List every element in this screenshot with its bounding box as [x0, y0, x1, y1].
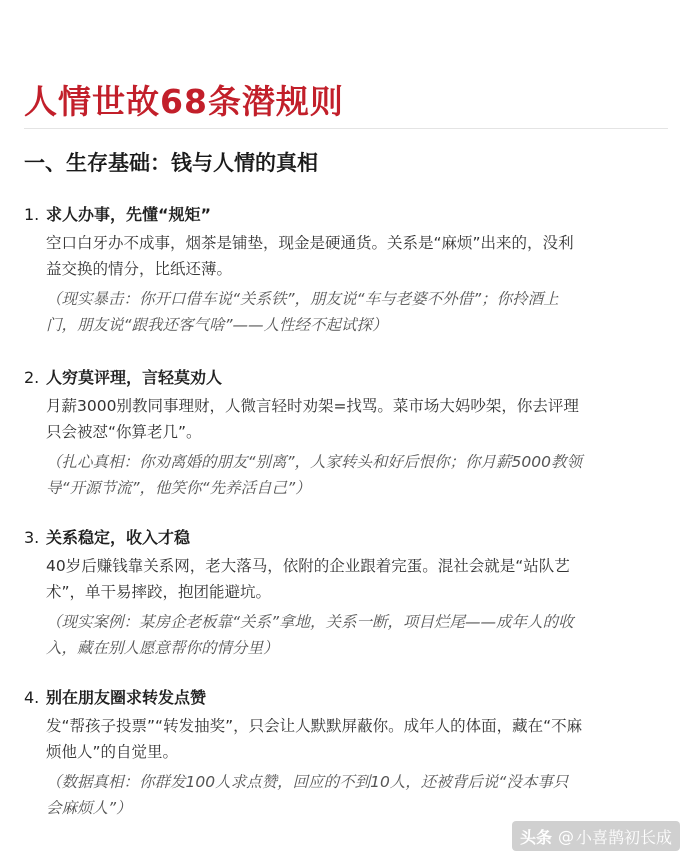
item-number: 4. [24, 688, 40, 707]
body-line: 益交换的情分，比纸还薄。 [46, 260, 233, 278]
item-title [24, 686, 664, 710]
item-note [46, 449, 664, 501]
body-line: 烦他人”的自觉里。 [46, 743, 179, 761]
item-heading: 人穷莫评理，言轻莫劝人 [46, 368, 223, 387]
item-note [46, 769, 664, 821]
item-body [46, 553, 664, 605]
note-line: 导“开源节流”，他笑你“先养活自己”） [46, 479, 311, 497]
list-item [24, 526, 664, 661]
body-line: 空口白牙办不成事，烟茶是铺垫，现金是硬通货。关系是“麻烦”出来的，没利 [46, 234, 574, 252]
source-watermark [512, 821, 680, 851]
body-line: 只会被怼“你算老几”。 [46, 423, 202, 441]
item-title [24, 366, 664, 390]
body-line: 发“帮孩子投票”“转发抽奖”，只会让人默默屏蔽你。成年人的体面，藏在“不麻 [46, 717, 583, 735]
item-number: 2. [24, 368, 40, 387]
note-line: （扎心真相：你劝离婚的朋友“别离”，人家转头和好后恨你；你月薪5000教领 [46, 453, 583, 471]
item-heading: 别在朋友圈求转发点赞 [46, 688, 207, 707]
list-item [24, 203, 664, 338]
title-divider [24, 128, 668, 129]
note-line: （现实案例：某房企老板靠“关系”拿地，关系一断，项目烂尾——成年人的收 [46, 613, 574, 631]
note-line: 会麻烦人”） [46, 799, 132, 817]
note-line: （现实暴击：你开口借车说“关系铁”，朋友说“车与老婆不外借”；你拎酒上 [46, 290, 559, 308]
author-name: 小喜鹊初长成 [575, 827, 672, 847]
item-title [24, 526, 664, 550]
item-title [24, 203, 664, 227]
item-heading: 求人办事，先懂“规矩” [46, 205, 212, 224]
item-body [46, 393, 664, 445]
note-line: 入，藏在别人愿意帮你的情分里） [46, 639, 279, 657]
at-symbol: @ [557, 826, 574, 846]
item-note [46, 609, 664, 661]
list-item [24, 686, 664, 821]
item-number: 1. [24, 205, 40, 224]
item-body [46, 713, 664, 765]
note-line: （数据真相：你群发100人求点赞，回应的不到10人，还被背后说“没本事只 [46, 773, 569, 791]
platform-logo: 头条 [519, 827, 552, 847]
body-line: 40岁后赚钱靠关系网，老大落马，依附的企业跟着完蛋。混社会就是“站队艺 [46, 557, 570, 575]
item-body [46, 230, 664, 282]
section-heading: 一、生存基础：钱与人情的真相 [24, 151, 318, 175]
list-item [24, 366, 664, 501]
item-number: 3. [24, 528, 40, 547]
item-heading: 关系稳定，收入才稳 [46, 528, 191, 547]
body-line: 月薪3000别教同事理财，人微言轻时劝架=找骂。菜市场大妈吵架，你去评理 [46, 397, 579, 415]
note-line: 门，朋友说“跟我还客气啥”——人性经不起试探） [46, 316, 388, 334]
page-title: 人情世故68条潜规则 [24, 82, 344, 121]
body-line: 术”，单干易摔跤，抱团能避坑。 [46, 583, 272, 601]
item-note [46, 286, 664, 338]
